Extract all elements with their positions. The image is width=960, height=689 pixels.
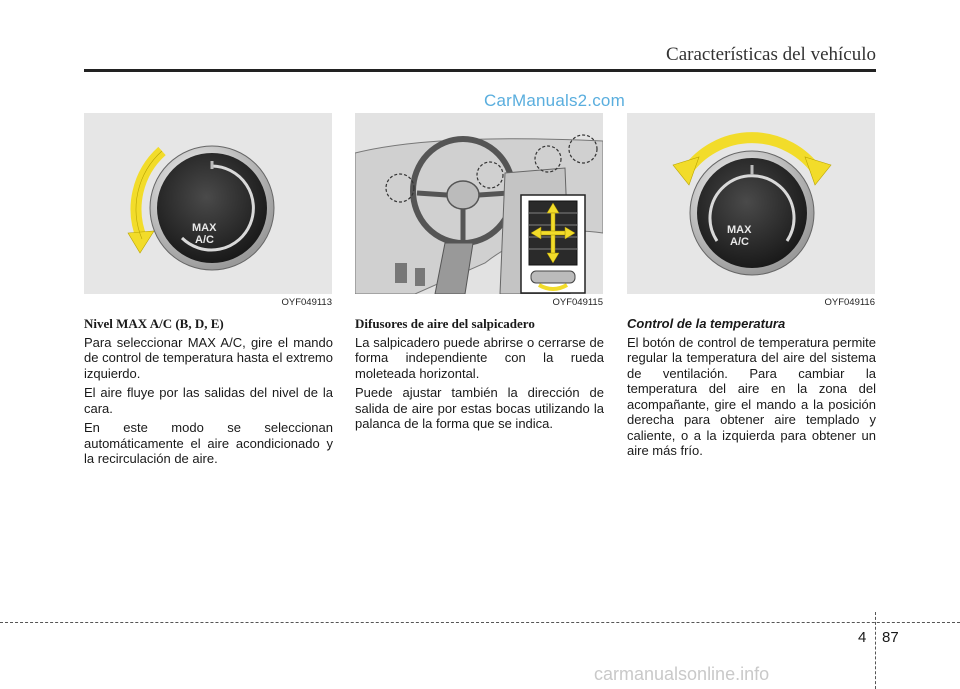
paragraph: La salpicadero puede abrirse o cerrarse de forma independiente con la rueda moleteada horizontal.: [355, 334, 604, 381]
paragraph: El botón de control de temperatura permite regular la temperatura del aire del sistema de ventilación. Para cambiar la temperatura del aire en la zona del acompañante, gire el mando a la posición derecha para obtener aire templado y caliente, o a la izquierda para obtener un aire más frío.: [627, 334, 876, 458]
section-title: Control de la temperatura: [627, 316, 786, 331]
knob-label-max: MAX: [727, 224, 752, 236]
figure-temperature-knob: [627, 113, 875, 294]
column-temperature-control: [627, 316, 876, 463]
header-rule: [84, 69, 876, 72]
figure-max-ac-knob: [84, 113, 332, 294]
section-title: Difusores de aire del salpicadero: [355, 316, 535, 331]
paragraph: El aire fluye por las salidas del nivel de la cara.: [84, 385, 333, 416]
page-number: 87: [882, 629, 899, 646]
page-header-title: Características del vehículo: [666, 44, 876, 65]
paragraph: En este modo se seleccionan automáticamente el aire acondicionado y la recirculación de aire.: [84, 420, 333, 466]
section-number: 4: [858, 629, 867, 646]
figure-code: OYF049116: [824, 297, 875, 308]
figure-dashboard-vents: [355, 113, 603, 294]
watermark-bottom[interactable]: carmanualsonline.info: [594, 664, 770, 684]
footer-rule: [0, 622, 960, 623]
column-dashboard-vents: [355, 316, 604, 436]
knob-label-max: MAX: [192, 222, 217, 234]
watermark-top[interactable]: CarManuals2.com: [484, 91, 625, 110]
footer-divider: [875, 612, 877, 689]
figure-code: OYF049115: [552, 297, 603, 308]
knob-label-ac: A/C: [730, 236, 749, 248]
knob-label-ac: A/C: [195, 234, 214, 246]
section-title: Nivel MAX A/C (B, D, E): [84, 316, 224, 331]
paragraph: Puede ajustar también la dirección de salida de aire por estas bocas utilizando la palanca de la forma que se indica.: [355, 385, 604, 431]
column-max-ac: [84, 316, 333, 471]
paragraph: Para seleccionar MAX A/C, gire el mando de control de temperatura hasta el extremo izquierdo.: [84, 334, 333, 381]
figure-code: OYF049113: [281, 297, 332, 308]
